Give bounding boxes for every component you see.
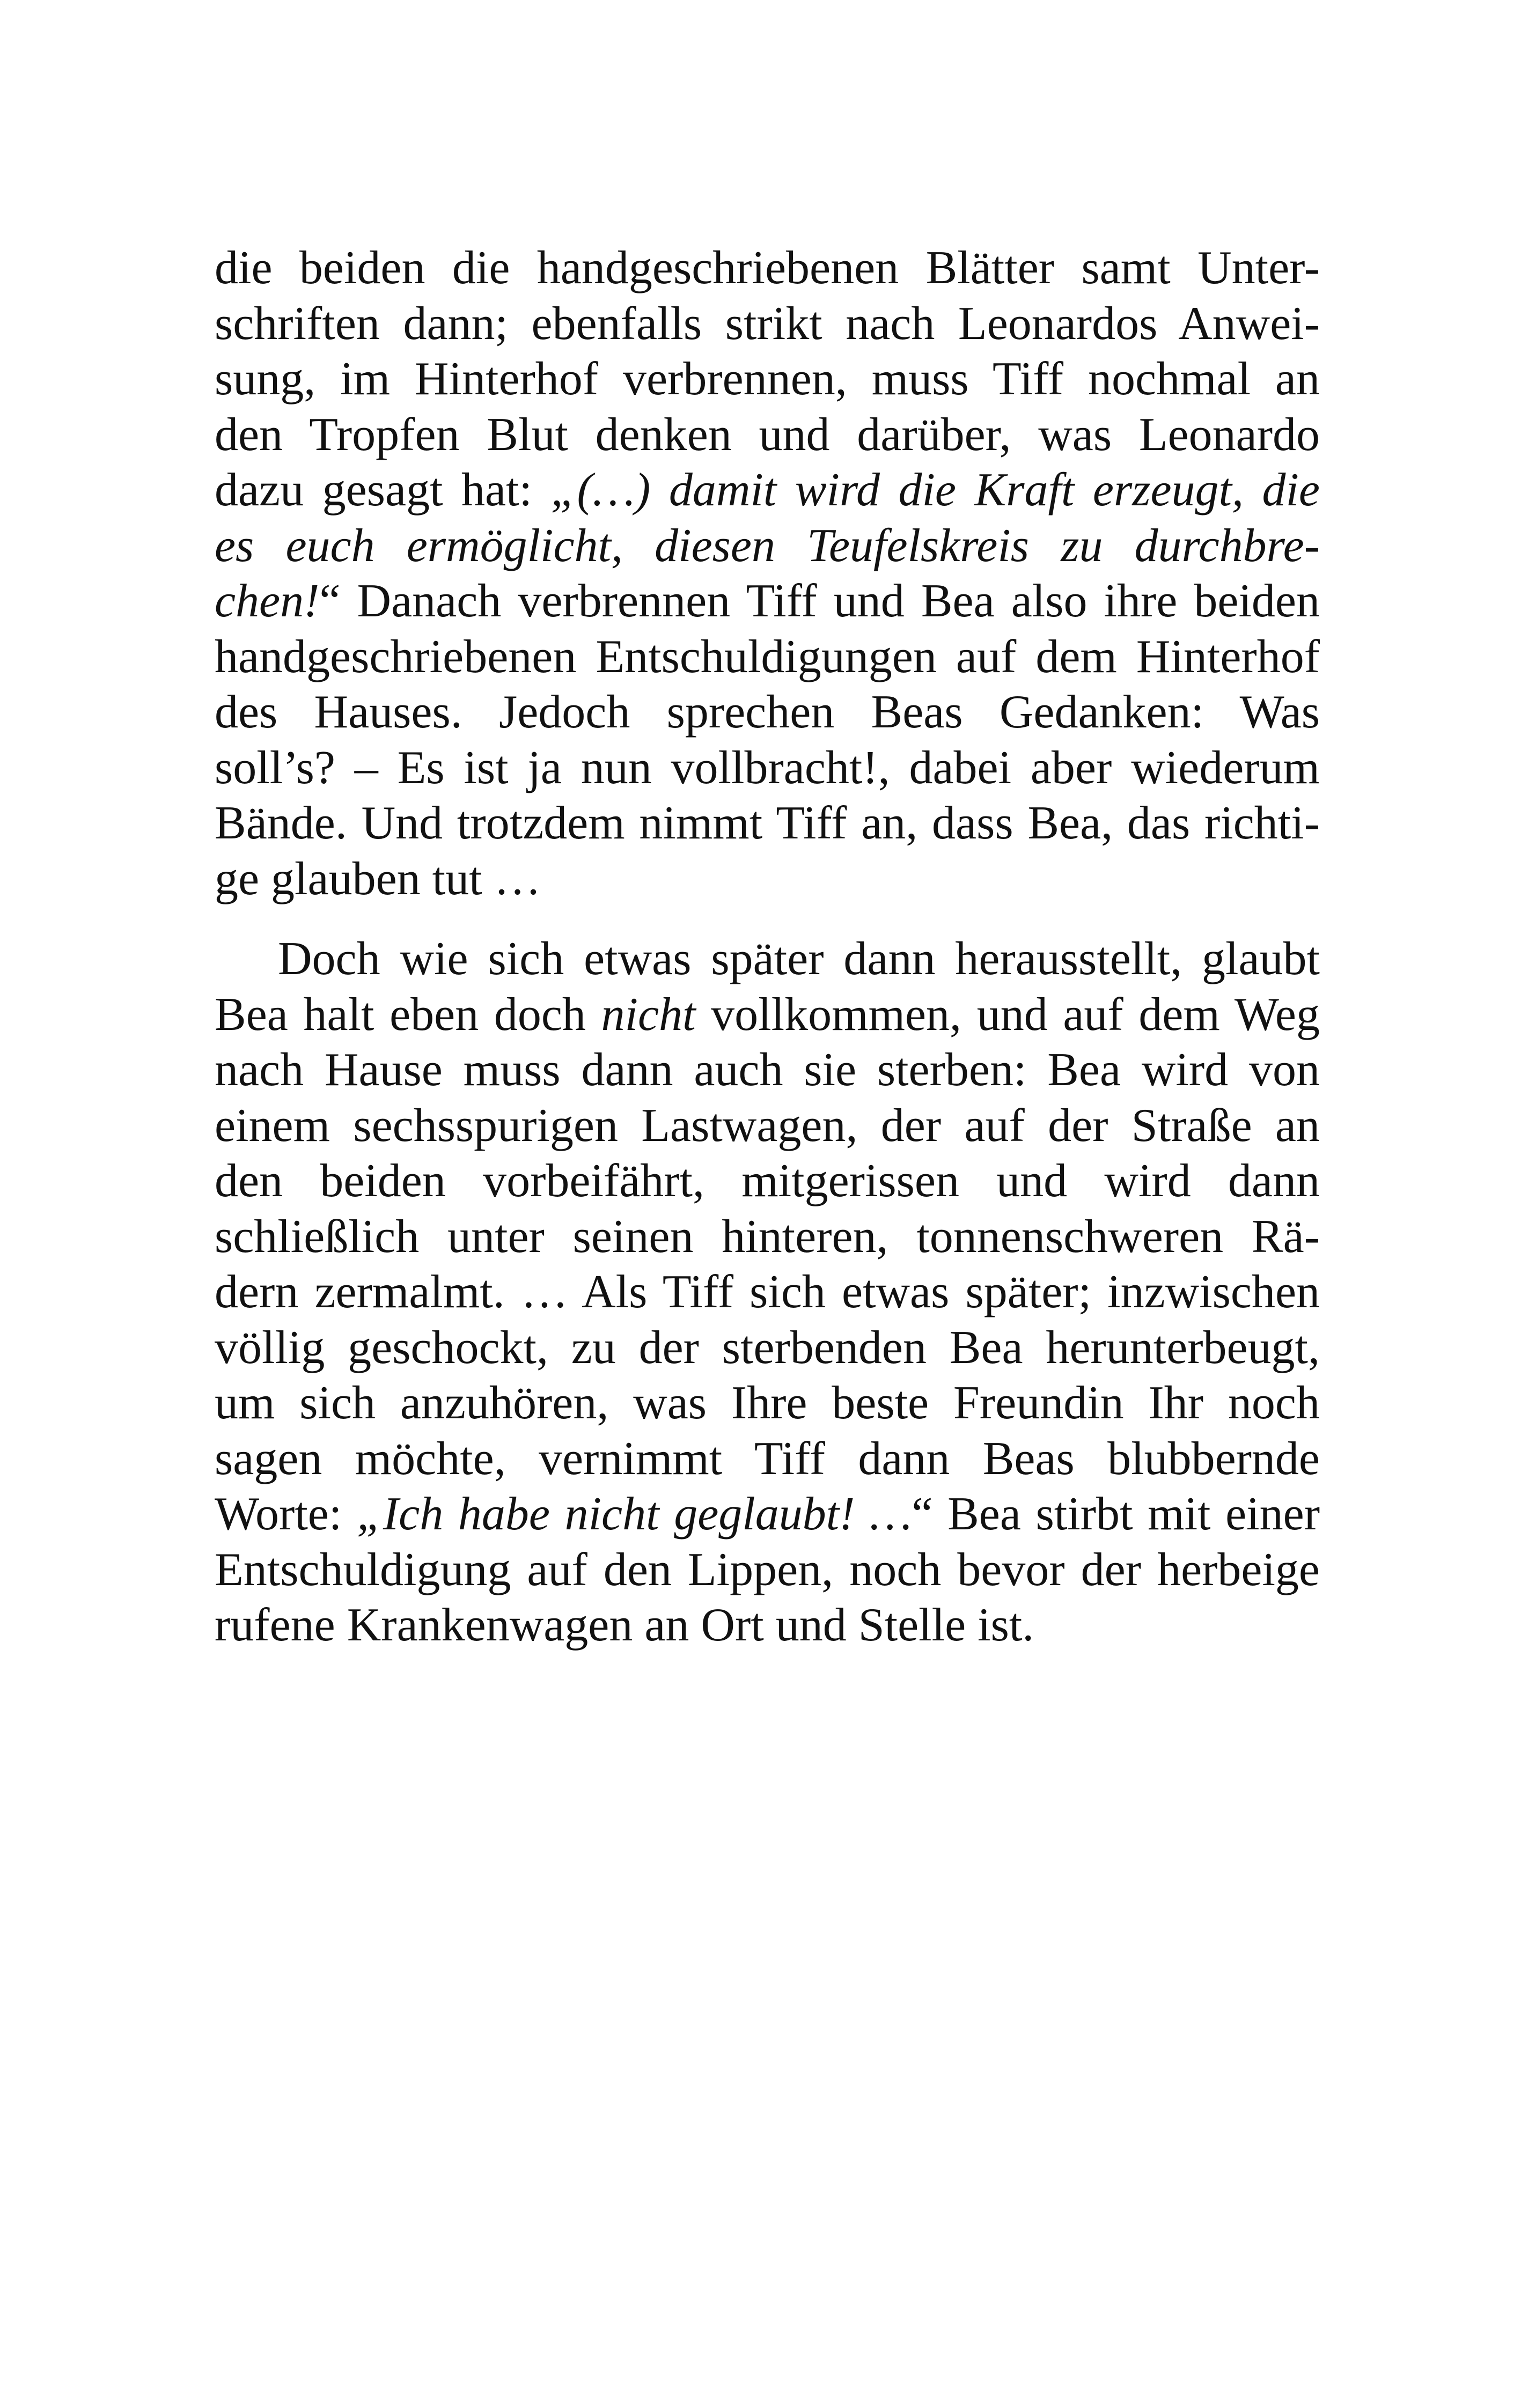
paragraph <box>215 931 1320 1653</box>
text-run: sung, im Hinterhof verbrennen, muss Tiff nochmal an <box>215 353 1320 405</box>
text-line <box>215 1264 1320 1320</box>
italic-text-run: „(…) damit wird die Kraft erzeugt, die <box>550 464 1320 516</box>
text-line <box>215 1431 1320 1487</box>
text-run: Bea halt eben doch <box>215 988 601 1041</box>
text-line <box>215 1098 1320 1154</box>
text-line <box>215 351 1320 407</box>
text-run: “ Bea stirbt mit einer <box>912 1488 1320 1540</box>
text-line <box>215 796 1320 851</box>
text-line <box>215 407 1320 463</box>
text-run: “ Danach verbrennen Tiff und Bea also ihre beiden <box>319 575 1320 627</box>
text-run: schriften dann; ebenfalls strikt nach Leonardos Anwei- <box>215 297 1320 350</box>
text-run: den Tropfen Blut denken und darüber, was Leonardo <box>215 408 1320 461</box>
text-line <box>215 740 1320 796</box>
body-text <box>215 240 1320 1653</box>
text-run: die beiden die handgeschriebenen Blätter samt Unter- <box>215 242 1320 294</box>
text-line <box>215 1375 1320 1431</box>
italic-text-run: chen! <box>215 575 320 627</box>
text-line <box>215 518 1320 574</box>
text-run: dazu gesagt hat: <box>215 464 551 516</box>
text-line <box>215 629 1320 685</box>
text-line <box>215 684 1320 740</box>
text-line <box>215 296 1320 352</box>
text-line <box>215 240 1320 296</box>
text-run: Bände. Und trotzdem nimmt Tiff an, dass Bea, das richti- <box>215 797 1320 849</box>
text-run: schließlich unter seinen hinteren, tonnenschweren Rä- <box>215 1210 1320 1263</box>
text-line <box>215 987 1320 1043</box>
text-run: ge glauben tut … <box>215 852 541 905</box>
text-run: einem sechsspurigen Lastwagen, der auf der Straße an <box>215 1099 1320 1152</box>
text-line <box>215 462 1320 518</box>
text-run: vollkommen, und auf dem Weg <box>695 988 1320 1041</box>
text-run: des Hauses. Jedoch sprechen Beas Gedanken: Was <box>215 686 1320 738</box>
text-run: sagen möchte, vernimmt Tiff dann Beas blubbernde <box>215 1432 1320 1485</box>
text-run: dern zermalmt. … Als Tiff sich etwas später; inzwischen <box>215 1266 1320 1318</box>
text-line <box>215 1597 1320 1653</box>
text-run: rufene Krankenwagen an Ort und Stelle ist. <box>215 1599 1034 1651</box>
italic-text-run: es euch ermöglicht, diesen Teufelskreis zu durchbre- <box>215 519 1320 572</box>
text-run: soll’s? – Es ist ja nun vollbracht!, dabei aber wiederum <box>215 741 1320 794</box>
text-run: Entschuldigung auf den Lippen, noch bevor der herbeige <box>215 1543 1320 1596</box>
italic-text-run: nicht <box>601 988 696 1041</box>
text-run: Worte: <box>215 1488 357 1540</box>
text-run: den beiden vorbeifährt, mitgerissen und wird dann <box>215 1155 1320 1207</box>
text-run: völlig geschockt, zu der sterbenden Bea herunterbeugt, <box>215 1321 1320 1374</box>
text-line <box>215 1209 1320 1265</box>
text-line <box>215 573 1320 629</box>
text-line <box>215 1042 1320 1098</box>
text-run: Doch wie sich etwas später dann herausstellt, glaubt <box>278 933 1320 985</box>
text-line <box>215 1486 1320 1542</box>
text-line <box>215 931 1320 987</box>
text-line <box>215 1542 1320 1598</box>
italic-text-run: „Ich habe nicht geglaubt! … <box>356 1488 912 1540</box>
text-run: nach Hause muss dann auch sie sterben: Bea wird von <box>215 1044 1320 1096</box>
paragraph <box>215 240 1320 907</box>
text-line <box>215 1153 1320 1209</box>
text-run: um sich anzuhören, was Ihre beste Freundin Ihr noch <box>215 1377 1320 1429</box>
text-line <box>215 851 1320 907</box>
text-run: handgeschriebenen Entschuldigungen auf dem Hinterhof <box>215 630 1320 683</box>
text-line <box>215 1320 1320 1376</box>
